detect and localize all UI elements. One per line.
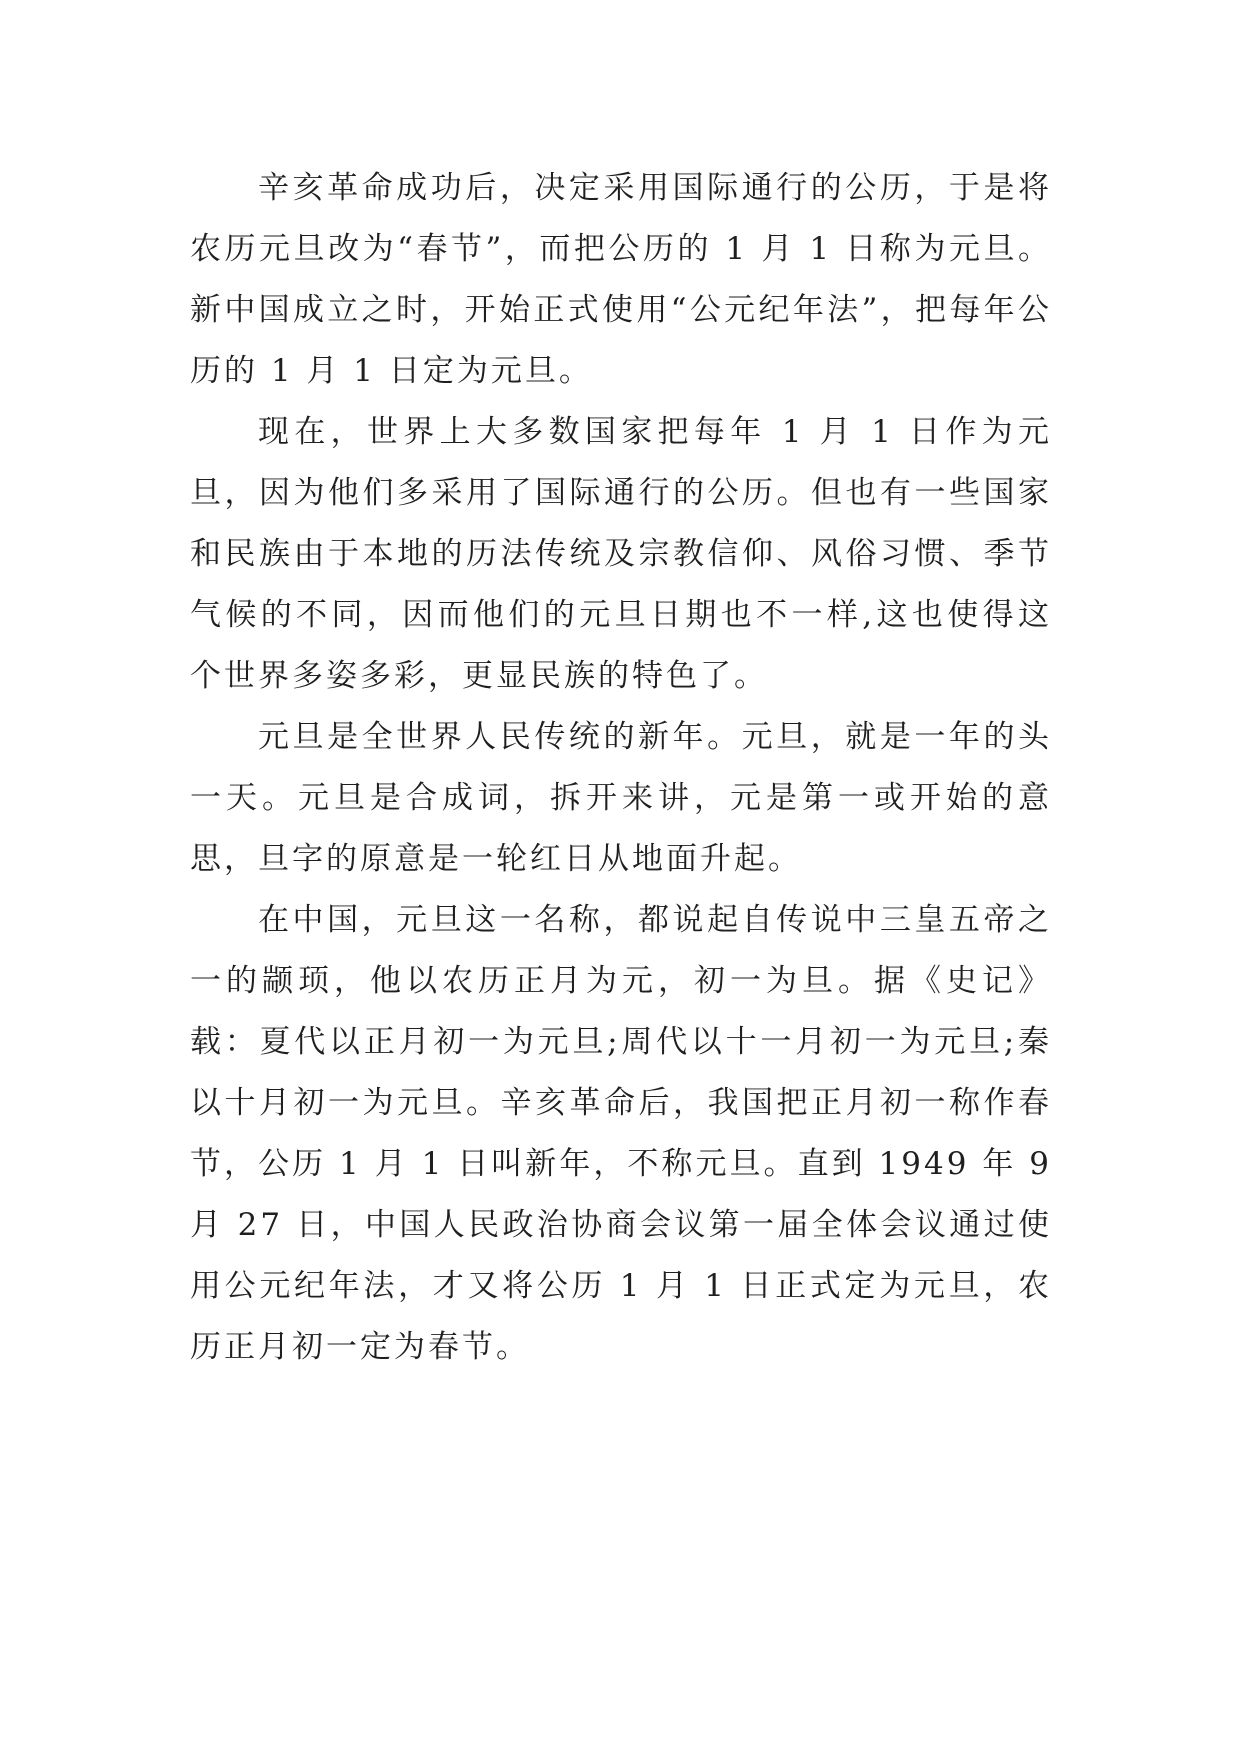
paragraph-1: 辛亥革命成功后，决定采用国际通行的公历，于是将农历元旦改为“春节”，而把公历的 1 月 1 日称为元旦。新中国成立之时，开始正式使用“公元纪年法”，把每年公历的 1 月 1 日定为元旦。	[190, 170, 1052, 389]
paragraph-2: 现在，世界上大多数国家把每年 1 月 1 日作为元旦，因为他们多采用了国际通行的公历。但也有一些国家和民族由于本地的历法传统及宗教信仰、风俗习惯、季节气候的不同，因而他们的元旦日期也不一样,这也使得这个世界多姿多彩，更显民族的特色了。	[190, 414, 1052, 694]
paragraph-3: 元旦是全世界人民传统的新年。元旦，就是一年的头一天。元旦是合成词，拆开来讲，元是第一或开始的意思，旦字的原意是一轮红日从地面升起。	[190, 719, 1052, 877]
paragraph-4: 在中国，元旦这一名称，都说起自传说中三皇五帝之一的颛顼，他以农历正月为元，初一为旦。据《史记》载：夏代以正月初一为元旦;周代以十一月初一为元旦;秦以十月初一为元旦。辛亥革命后，我国把正月初一称作春节，公历 1 月 1 日叫新年，不称元旦。直到 1949 年 9 月 27 日，中国人民政治协商会议第一届全体会议通过使用公元纪年法，才又将公历 1 月 1 日正式定为元旦，农历正月初一定为春节。	[190, 902, 1052, 1365]
document-body	[190, 158, 1052, 1378]
